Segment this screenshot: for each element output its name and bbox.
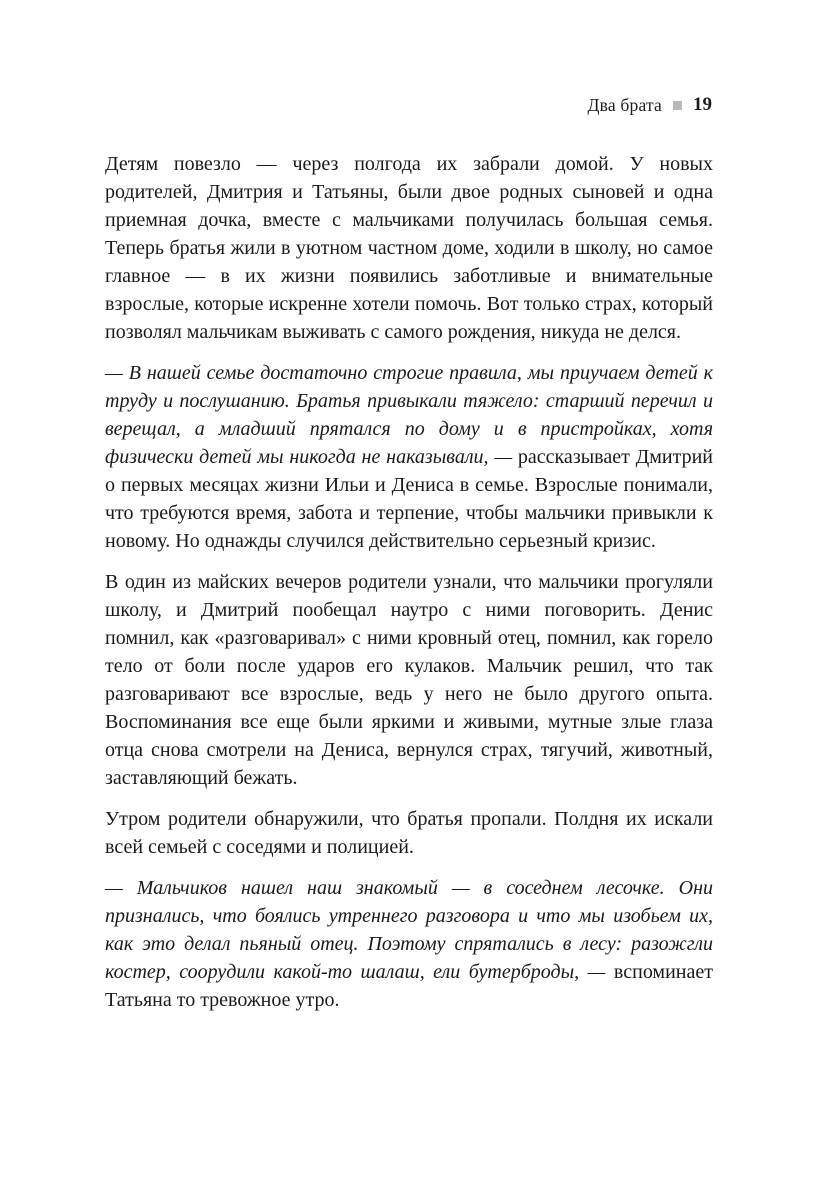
text-run: вспоминает Татьяна то тревожное утро. <box>105 961 713 1011</box>
page-body <box>105 150 713 1014</box>
paragraph-2 <box>105 359 713 555</box>
paragraph-5 <box>105 874 713 1014</box>
italic-text-run: — В нашей семье достаточно строгие правила, мы приучаем детей к труду и послушанию. Братья привыкали тяжело: старший перечил и верещал, а младший прятался по дому и в пристройках, хотя физически детей мы никогда не наказывали, — <box>105 362 713 468</box>
paragraph-4 <box>105 805 713 861</box>
running-title: Два брата <box>587 94 662 115</box>
text-run: Утром родители обнаружили, что братья пропали. Полдня их искали всей семьей с соседями и полицией. <box>105 808 713 858</box>
header-separator-square <box>673 101 682 110</box>
paragraph-1 <box>105 150 713 346</box>
text-run: Детям повезло — через полгода их забрали домой. У новых родителей, Дмитрия и Татьяны, были двое родных сыновей и одна приемная дочка, вместе с мальчиками получилась большая семья. Теперь братья жили в уютном частном доме, ходили в школу, но самое главное — в их жизни появились заботливые и внимательные взрослые, которые искренне хотели помочь. Вот только страх, который позволял мальчикам выживать с самого рождения, никуда не делся. <box>105 153 713 343</box>
page-number: 19 <box>693 94 712 115</box>
text-run: В один из майских вечеров родители узнали, что мальчики прогуляли школу, и Дмитрий пообещал наутро с ними поговорить. Денис помнил, как «разговаривал» с ними кровный отец, помнил, как горело тело от боли после ударов его кулаков. Мальчик решил, что так разговаривают все взрослые, ведь у него не было другого опыта. Воспоминания все еще были яркими и живыми, мутные злые глаза отца снова смотрели на Дениса, вернулся страх, тягучий, животный, заставляющий бежать. <box>105 571 713 789</box>
paragraph-3 <box>105 568 713 792</box>
text-run: рассказывает Дмитрий о первых месяцах жизни Ильи и Дениса в семье. Взрослые понимали, что требуются время, забота и терпение, чтобы мальчики привыкли к новому. Но однажды случился действительно серьезный кризис. <box>105 446 713 552</box>
running-header <box>587 94 712 116</box>
italic-text-run: — Мальчиков нашел наш знакомый — в соседнем лесочке. Они признались, что боялись утреннего разговора и что мы изобьем их, как это делал пьяный отец. Поэтому спрятались в лесу: разожгли костер, соорудили какой-то шалаш, ели бутерброды, — <box>105 877 713 983</box>
